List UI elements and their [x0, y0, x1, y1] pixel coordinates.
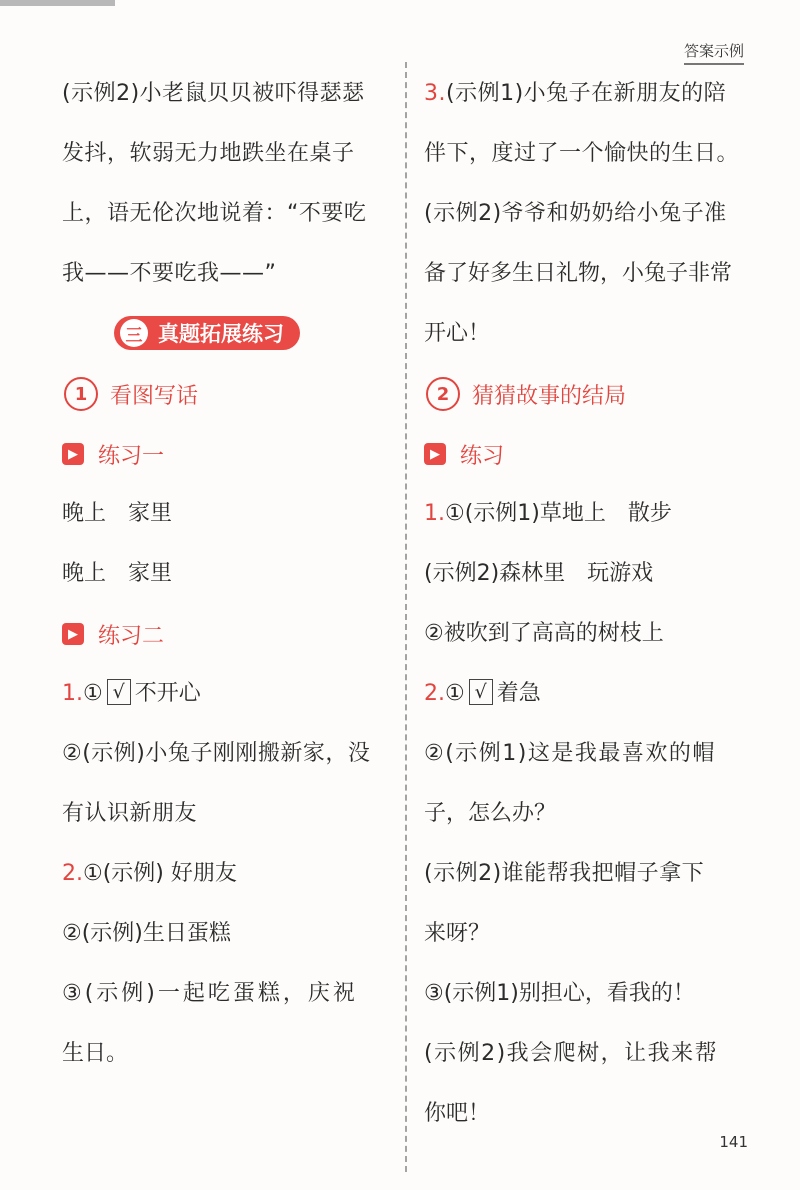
answer-line: ③(示例1)别担心，看我的！ — [424, 981, 695, 1006]
play-arrow-icon: ▶ — [62, 623, 84, 645]
answer-text: ①(示例1)草地上 散步 — [445, 501, 672, 526]
answer-line — [62, 844, 392, 904]
answer-line: ②(示例)小兔子刚刚搬新家，没 — [62, 741, 371, 766]
subsection-title: 猜猜故事的结局 — [472, 383, 627, 409]
checkbox-checked: √ — [469, 679, 493, 705]
answer-line: 你吧！ — [424, 1101, 491, 1126]
exercise-title: 练习一 — [98, 443, 165, 469]
answer-line: ②(示例1)这是我最喜欢的帽 — [424, 741, 716, 766]
section-banner — [114, 316, 300, 350]
answer-line: 来呀？ — [424, 921, 491, 946]
checkbox-checked: √ — [107, 679, 131, 705]
answer-text: 不开心 — [134, 681, 201, 706]
answer-line: 晚上 家里 — [62, 561, 173, 586]
subsection-heading — [424, 364, 754, 424]
answer-text: ①(示例) 好朋友 — [83, 861, 237, 886]
answer-line: 晚上 家里 — [62, 501, 173, 526]
answer-line: 有认识新朋友 — [62, 801, 198, 826]
answer-line: (示例2)森林里 玩游戏 — [424, 561, 654, 586]
answer-line: 生日。 — [62, 1041, 129, 1066]
exercise-heading — [62, 604, 392, 664]
right-column — [424, 64, 754, 1144]
exercise-title: 练习二 — [98, 623, 165, 649]
intro-line: (示例2)小老鼠贝贝被吓得瑟瑟 — [62, 81, 365, 106]
answer-line — [62, 664, 392, 724]
exercise-heading — [424, 424, 754, 484]
question-number: 2. — [424, 681, 445, 706]
answer-line — [424, 664, 754, 724]
question-number: 1. — [424, 501, 445, 526]
question-number: 2. — [62, 861, 83, 886]
intro-line: 发抖，软弱无力地跌坐在桌子 — [62, 141, 355, 166]
subsection-number: 2 — [426, 377, 460, 411]
question-number: 1. — [62, 681, 83, 706]
subsection-heading — [62, 364, 392, 424]
answer-line: 子，怎么办？ — [424, 801, 557, 826]
item-mark: ① — [83, 681, 103, 706]
column-divider — [405, 62, 407, 1172]
answer-line: (示例2)谁能帮我把帽子拿下 — [424, 861, 705, 886]
exercise-title: 练习 — [460, 443, 505, 469]
intro-line: 我——不要吃我——” — [62, 261, 277, 286]
item-mark: ① — [445, 681, 465, 706]
play-arrow-icon: ▶ — [62, 443, 84, 465]
play-arrow-icon: ▶ — [424, 443, 446, 465]
left-column — [62, 64, 392, 1084]
answer-line — [424, 484, 754, 544]
answer-line: 伴下，度过了一个愉快的生日。 — [424, 141, 740, 166]
answer-text: (示例1)小兔子在新朋友的陪 — [446, 81, 727, 106]
page-number: 141 — [719, 1133, 748, 1151]
exercise-heading — [62, 424, 392, 484]
question-number: 3. — [424, 81, 446, 106]
header-tag: 答案示例 — [684, 40, 744, 65]
answer-line: ③(示例)一起吃蛋糕，庆祝 — [62, 981, 358, 1006]
section-banner-row — [62, 304, 392, 364]
top-edge-bar — [0, 0, 115, 6]
intro-line: 上，语无伦次地说着：“不要吃 — [62, 201, 367, 226]
answer-line — [424, 64, 754, 124]
answer-line: (示例2)我会爬树，让我来帮 — [424, 1041, 719, 1066]
subsection-number: 1 — [64, 377, 98, 411]
subsection-title: 看图写话 — [110, 383, 199, 409]
answer-line: 备了好多生日礼物，小兔子非常 — [424, 261, 733, 286]
answer-line: ②(示例)生日蛋糕 — [62, 921, 231, 946]
answer-text: 着急 — [496, 681, 541, 706]
answer-line: ②被吹到了高高的树枝上 — [424, 621, 664, 646]
section-number: 三 — [120, 319, 148, 347]
section-title: 真题拓展练习 — [158, 322, 284, 346]
answer-line: (示例2)爷爷和奶奶给小兔子准 — [424, 201, 727, 226]
answer-line: 开心！ — [424, 321, 491, 346]
